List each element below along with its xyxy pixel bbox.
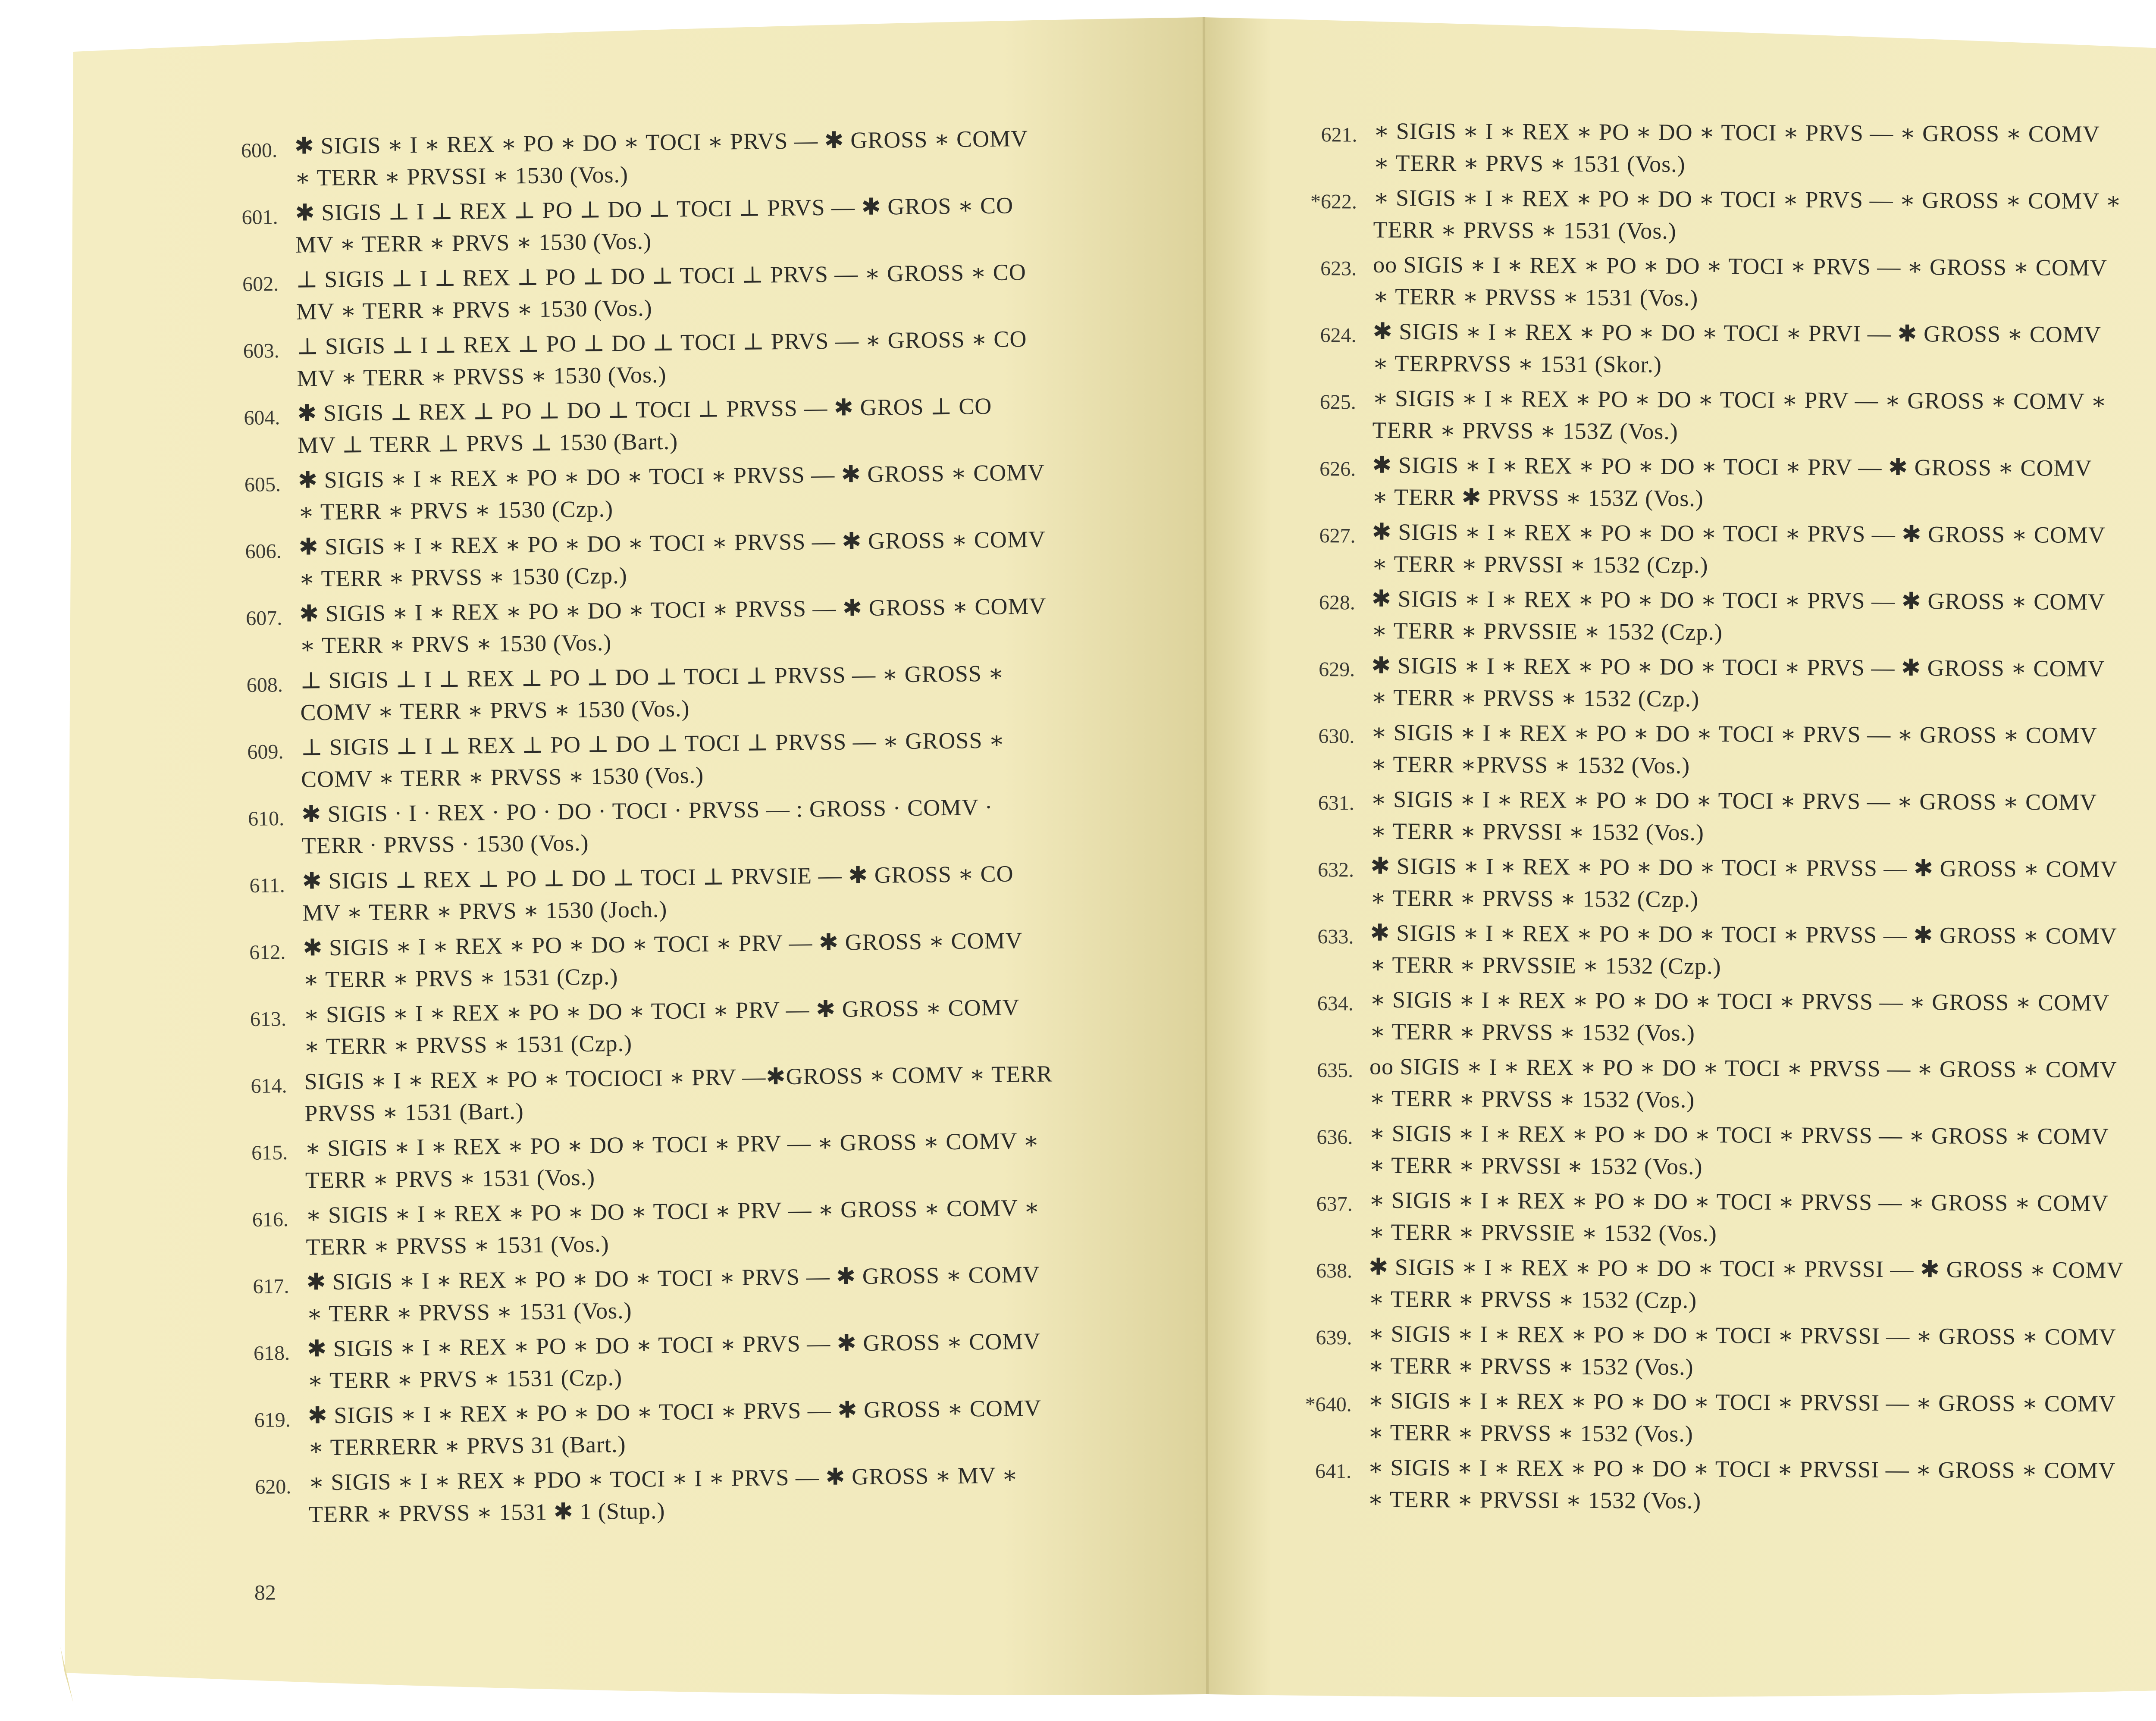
catalogue-entry <box>1212 517 2156 589</box>
entry-line-1: ∗ SIGIS ∗ I ∗ REX ∗ PDO ∗ TOCI ∗ I ∗ PRVS — ✱ GROSS ∗ MV ∗ <box>308 1462 1018 1496</box>
catalogue-entry <box>1211 785 2156 857</box>
entry-line-1: ✱ SIGIS ∗ I ∗ REX ∗ PO ∗ DO ∗ TOCI ∗ PRVSSI — ✱ GROSS ∗ COMV <box>1368 1254 2124 1283</box>
catalogue-entry <box>58 657 1188 736</box>
catalogue-entry <box>1211 718 2156 790</box>
catalogue-entry <box>57 524 1187 602</box>
entry-line-1: ∗ SIGIS ∗ I ∗ REX ∗ PO ∗ DO ∗ TOCI ∗ PRVSSI — ∗ GROSS ∗ COMV <box>1367 1454 2116 1484</box>
entry-line-1: ∗ SIGIS ∗ I ∗ REX ∗ PO ∗ DO ∗ TOCI ∗ PRVS — ∗ GROSS ∗ COMV <box>1371 719 2097 748</box>
entry-line-2: ∗ TERR ∗ PRVSS ∗ 1531 (Czp.) <box>304 1030 633 1060</box>
entry-line-2: ∗ TERR ∗ PRVSS ∗ 1532 (Vos.) <box>1368 1419 1694 1447</box>
entry-line-2: ∗ TERR ∗ PRVSS ∗ 1532 (Vos.) <box>1368 1352 1694 1380</box>
catalogue-entry <box>53 123 1183 201</box>
entry-line-1: ∗ SIGIS ∗ I ∗ REX ∗ PO ∗ DO ∗ TOCI ∗ PRV — ∗ GROSS ∗ COMV ∗ <box>305 1194 1040 1228</box>
entry-line-2: ∗ TERR ∗ PRVS ∗ 1531 (Vos.) <box>1373 150 1686 177</box>
entry-line-1: ✱ SIGIS ∗ I ∗ REX ∗ PO ∗ DO ∗ TOCI ∗ PRVS — ✱ GROSS ∗ COMV <box>306 1261 1040 1295</box>
entry-line-1: ✱ SIGIS ∗ I ∗ REX ∗ PO ∗ DO ∗ TOCI ∗ PRVI — ✱ GROSS ∗ COMV <box>1373 318 2101 348</box>
entry-line-1: ✱ SIGIS ∗ I ∗ REX ∗ PO ∗ DO ∗ TOCI ∗ PRVSS — ✱ GROSS ∗ COMV <box>298 526 1046 560</box>
entry-line-1: ✱ SIGIS ∗ I ∗ REX ∗ PO ∗ DO ∗ TOCI ∗ PRVS — ✱ GROSS ∗ COMV <box>1371 652 2105 682</box>
catalogue-entry <box>1209 1252 2156 1324</box>
entry-line-2: MV ∗ TERR ∗ PRVS ∗ 1530 (Vos.) <box>295 228 652 258</box>
catalogue-entry <box>54 257 1185 335</box>
entry-number: 630. <box>1318 725 1355 748</box>
entry-line-2: COMV ∗ TERR ∗ PRVSS ∗ 1530 (Vos.) <box>301 762 704 792</box>
entry-line-2: ∗ TERR ∗ PRVS ∗ 1531 (Czp.) <box>307 1364 623 1394</box>
entry-line-1: ∗ SIGIS ∗ I ∗ REX ∗ PO ∗ DO ∗ TOCI ∗ PRVSS — ∗ GROSS ∗ COMV <box>1369 1120 2109 1150</box>
catalogue-entry <box>1209 1186 2156 1258</box>
entry-number: 641. <box>1315 1460 1352 1483</box>
catalogue-entry <box>1210 918 2156 990</box>
entry-line-2: ∗ TERR ∗ PRVSSI ∗ 1532 (Vos.) <box>1370 818 1705 846</box>
entry-number: 627. <box>1319 524 1356 548</box>
entry-line-1: ∗ SIGIS ∗ I ∗ REX ∗ PO ∗ DO ∗ TOCI ∗ PRVS — ∗ GROSS ∗ COMV <box>1370 786 2097 815</box>
catalogue-entry <box>62 992 1192 1070</box>
entry-line-2: ∗ TERR ∗ PRVSS ∗ 1532 (Czp.) <box>1368 1286 1697 1313</box>
entry-line-1: ∗ SIGIS ∗ I ∗ REX ∗ PO ∗ DO ∗ TOCI ∗ PRVSSI — ∗ GROSS ∗ COMV <box>1368 1387 2116 1417</box>
entry-line-1: ∗ SIGIS ∗ I ∗ REX ∗ PO ∗ DO ∗ TOCI ∗ PRVS — ∗ GROSS ∗ COMV ∗ <box>1373 185 2122 214</box>
entry-line-1: ∗ SIGIS ∗ I ∗ REX ∗ PO ∗ DO ∗ TOCI ∗ PRVSS — ∗ GROSS ∗ COMV <box>1369 986 2110 1016</box>
entry-line-2: ∗ TERR ∗ PRVSS ∗ 1531 (Vos.) <box>306 1297 632 1327</box>
entry-line-2: ∗ TERR ∗ PRVS ∗ 1531 (Czp.) <box>303 964 618 993</box>
entry-line-2: MV ∗ TERR ∗ PRVS ∗ 1530 (Joch.) <box>302 896 667 926</box>
entry-number: 613. <box>250 1008 287 1031</box>
entry-line-1: ✱ SIGIS ∗ I ∗ REX ∗ PO ∗ DO ∗ TOCI ∗ PRVS — ✱ GROSS ∗ COMV <box>1371 585 2106 615</box>
entry-number: 628. <box>1319 591 1355 614</box>
catalogue-entry <box>1208 1453 2156 1525</box>
entry-number: 612. <box>249 941 286 964</box>
entry-line-2: ∗ TERRERR ∗ PRVS 31 (Bart.) <box>308 1431 626 1461</box>
entry-number: 601. <box>241 206 278 229</box>
entry-line-2: TERR ∗ PRVSS ∗ 1531 (Vos.) <box>306 1231 610 1260</box>
entry-line-2: ∗ TERR ∗ PRVSS ∗ 1532 (Vos.) <box>1369 1085 1695 1113</box>
entry-number: 614. <box>251 1074 287 1098</box>
catalogue-entry <box>64 1192 1194 1270</box>
entry-line-1: ⊥ SIGIS ⊥ I ⊥ REX ⊥ PO ⊥ DO ⊥ TOCI ⊥ PRVSS — ∗ GROSS ∗ <box>301 727 1005 760</box>
entry-number: 619. <box>254 1408 291 1432</box>
entry-line-1: ∗ SIGIS ∗ I ∗ REX ∗ PO ∗ DO ∗ TOCI ∗ PRV — ✱ GROSS ∗ COMV <box>303 994 1020 1028</box>
entry-line-1: ✱ SIGIS ∗ I ∗ REX ∗ PO ∗ DO ∗ TOCI ∗ PRV — ✱ GROSS ∗ COMV <box>1372 452 2092 481</box>
catalogue-entry <box>56 457 1187 535</box>
entry-number: 629. <box>1319 658 1355 681</box>
entry-number: 638. <box>1316 1259 1353 1283</box>
entry-line-1: ✱ SIGIS ∗ I ∗ REX ∗ PO ∗ DO ∗ TOCI ∗ PRVSS — ✱ GROSS ∗ COMV <box>1370 853 2118 882</box>
entry-line-1: ∗ SIGIS ∗ I ∗ REX ∗ PO ∗ DO ∗ TOCI ∗ PRV — ∗ GROSS ∗ COMV ∗ <box>304 1127 1040 1161</box>
entry-line-2: ∗ TERPRVSS ∗ 1531 (Skor.) <box>1373 350 1662 378</box>
entry-line-1: ∗ SIGIS ∗ I ∗ REX ∗ PO ∗ DO ∗ TOCI ∗ PRVS — ∗ GROSS ∗ COMV <box>1373 118 2100 147</box>
entry-line-2: COMV ∗ TERR ∗ PRVS ∗ 1530 (Vos.) <box>300 695 690 726</box>
entry-line-2: ∗ TERR ∗ PRVSSIE ∗ 1532 (Czp.) <box>1370 951 1721 979</box>
entry-line-1: SIGIS ∗ I ∗ REX ∗ PO ∗ TOCIOCI ∗ PRV —✱GROSS ∗ COMV ∗ TERR <box>304 1061 1053 1095</box>
entry-number: 639. <box>1316 1326 1352 1349</box>
entry-line-2: ∗ TERR ∗ PRVSSIE ∗ 1532 (Vos.) <box>1369 1219 1717 1247</box>
entry-line-1: ✱ SIGIS ∗ I ∗ REX ∗ PO ∗ DO ∗ TOCI ∗ PRVSS — ✱ GROSS ∗ COMV <box>298 459 1045 493</box>
entry-number: *640. <box>1305 1392 1352 1416</box>
entry-number: 600. <box>241 139 278 163</box>
entry-number: 602. <box>242 272 279 296</box>
entry-line-2: TERR ∗ PRVSS ∗ 1531 (Vos.) <box>1373 216 1677 244</box>
entry-line-2: ∗ TERR ∗ PRVSSI ∗ 1530 (Vos.) <box>295 161 629 191</box>
catalogue-entry <box>1213 451 2156 523</box>
catalogue-entry <box>1213 384 2156 456</box>
entry-line-2: ∗ TERR ✱ PRVSS ∗ 153Z (Vos.) <box>1372 484 1704 511</box>
entry-number: 615. <box>251 1141 288 1164</box>
entry-line-2: ∗ TERR ∗ PRVSS ∗ 1532 (Czp.) <box>1370 885 1699 912</box>
catalogue-entry <box>60 858 1191 936</box>
entry-number: 623. <box>1320 257 1357 280</box>
catalogue-entry <box>1213 250 2156 322</box>
entry-number: 610. <box>248 807 285 830</box>
catalogue-entry <box>59 724 1189 803</box>
entry-number: 625. <box>1319 391 1356 414</box>
entry-line-1: ✱ SIGIS ⊥ REX ⊥ PO ⊥ DO ⊥ TOCI ⊥ PRVSIE — ✱ GROSS ∗ CO <box>302 860 1014 894</box>
entry-line-1: ✱ SIGIS ∗ I ∗ REX ∗ PO ∗ DO ∗ TOCI ∗ PRVSS — ✱ GROSS ∗ COMV <box>1370 920 2117 949</box>
entry-list <box>53 123 1197 1538</box>
entry-line-2: ∗ TERR ∗ PRVSS ∗ 1532 (Vos.) <box>1369 1018 1695 1046</box>
entry-line-2: TERR ∗ PRVSS ∗ 153Z (Vos.) <box>1372 417 1678 444</box>
entry-number: 635. <box>1316 1059 1354 1082</box>
catalogue-entry <box>56 390 1186 469</box>
entry-line-2: ∗ TERR ∗ PRVS ∗ 1530 (Czp.) <box>298 496 614 525</box>
catalogue-entry <box>66 1326 1196 1404</box>
entry-line-2: ∗ TERR ∗ PRVSS ∗ 1532 (Czp.) <box>1371 684 1700 712</box>
entry-line-2: ∗ TERR ∗ PRVSSI ∗ 1532 (Vos.) <box>1369 1152 1703 1180</box>
catalogue-entry <box>55 323 1185 402</box>
entry-line-1: ✱ SIGIS ∗ I ∗ REX ∗ PO ∗ DO ∗ TOCI ∗ PRVS — ✱ GROSS ∗ COMV <box>1372 519 2106 548</box>
entry-line-2: TERR · PRVSS · 1530 (Vos.) <box>301 829 589 859</box>
catalogue-entry <box>1208 1386 2156 1458</box>
entry-line-2: TERR ∗ PRVS ∗ 1531 (Vos.) <box>305 1164 595 1193</box>
entry-line-2: PRVSS ∗ 1531 (Bart.) <box>304 1098 524 1126</box>
entry-number: 624. <box>1320 324 1357 347</box>
entry-line-2: ∗ TERR ∗ PRVSSIE ∗ 1532 (Czp.) <box>1371 617 1723 645</box>
catalogue-entry <box>60 791 1190 870</box>
entry-line-1: ✱ SIGIS ∗ I ∗ REX ∗ PO ∗ DO ∗ TOCI ∗ PRVSS — ✱ GROSS ∗ COMV <box>299 593 1047 627</box>
entry-list <box>1208 116 2156 1525</box>
entry-line-1: oo SIGIS ∗ I ∗ REX ∗ PO ∗ DO ∗ TOCI ∗ PRVS — ∗ GROSS ∗ COMV <box>1373 251 2107 281</box>
catalogue-entry <box>1213 317 2156 389</box>
catalogue-entry <box>66 1392 1196 1471</box>
entry-number: 611. <box>249 874 285 897</box>
catalogue-entry <box>1211 851 2156 923</box>
catalogue-entry <box>1210 1052 2156 1124</box>
entry-number: 605. <box>244 473 281 497</box>
entry-number: 632. <box>1318 858 1354 882</box>
entry-number: 607. <box>245 607 282 630</box>
entry-line-2: MV ⊥ TERR ⊥ PRVS ⊥ 1530 (Bart.) <box>297 428 678 458</box>
entry-line-2: ∗ TERR ∗ PRVSS ∗ 1530 (Czp.) <box>299 562 627 592</box>
entry-line-1: ✱ SIGIS ⊥ I ⊥ REX ⊥ PO ⊥ DO ⊥ TOCI ⊥ PRVS — ✱ GROS ∗ CO <box>295 192 1014 226</box>
entry-line-2: ∗ TERR ∗ PRVS ∗ 1530 (Vos.) <box>299 629 612 659</box>
right-page <box>1207 0 2156 1678</box>
entry-number: 617. <box>253 1275 289 1298</box>
entry-number: 618. <box>253 1342 290 1365</box>
entry-line-1: ⊥ SIGIS ⊥ I ⊥ REX ⊥ PO ⊥ DO ⊥ TOCI ⊥ PRVSS — ∗ GROSS ∗ <box>300 660 1005 694</box>
catalogue-entry <box>1214 116 2156 188</box>
entry-line-1: ∗ SIGIS ∗ I ∗ REX ∗ PO ∗ DO ∗ TOCI ∗ PRVSS — ∗ GROSS ∗ COMV <box>1369 1187 2109 1217</box>
entry-number: 606. <box>245 540 282 563</box>
entry-line-1: ∗ SIGIS ∗ I ∗ REX ∗ PO ∗ DO ∗ TOCI ∗ PRV — ∗ GROSS ∗ COMV ∗ <box>1372 385 2107 415</box>
left-page <box>52 0 1199 1684</box>
entry-number: 637. <box>1316 1192 1353 1216</box>
entry-line-1: oo SIGIS ∗ I ∗ REX ∗ PO ∗ DO ∗ TOCI ∗ PRVSS — ∗ GROSS ∗ COMV <box>1369 1053 2117 1083</box>
entry-line-1: ✱ SIGIS · I · REX · PO · DO · TOCI · PRVSS — : GROSS · COMV · <box>301 794 993 827</box>
entry-number: 633. <box>1317 925 1354 948</box>
entry-line-1: ✱ SIGIS ∗ I ∗ REX ∗ PO ∗ DO ∗ TOCI ∗ PRV — ✱ GROSS ∗ COMV <box>302 927 1023 961</box>
catalogue-entry <box>1210 985 2156 1057</box>
entry-line-2: TERR ∗ PRVSS ∗ 1531 ✱ 1 (Stup.) <box>308 1497 665 1527</box>
entry-line-2: ∗ TERR ∗ PRVSSI ∗ 1532 (Czp.) <box>1372 551 1708 579</box>
catalogue-entry <box>58 591 1188 669</box>
catalogue-entry <box>1213 183 2156 255</box>
entry-line-2: ∗ TERR ∗PRVSS ∗ 1532 (Vos.) <box>1371 751 1690 779</box>
entry-line-1: ⊥ SIGIS ⊥ I ⊥ REX ⊥ PO ⊥ DO ⊥ TOCI ⊥ PRVS — ∗ GROSS ∗ CO <box>295 259 1027 293</box>
entry-number: 621. <box>1321 123 1357 147</box>
entry-number: 620. <box>255 1475 291 1499</box>
catalogue-entry <box>63 1058 1193 1137</box>
entry-number: 634. <box>1317 992 1354 1015</box>
catalogue-entry <box>67 1459 1197 1538</box>
page-number: 82 <box>254 1580 276 1605</box>
entry-number: 616. <box>252 1208 289 1231</box>
entry-number: 609. <box>247 740 284 763</box>
entry-number: 604. <box>244 406 280 430</box>
entry-line-2: MV ∗ TERR ∗ PRVS ∗ 1530 (Vos.) <box>296 295 653 325</box>
catalogue-entry <box>65 1259 1195 1337</box>
entry-number: 636. <box>1316 1126 1353 1149</box>
catalogue-entry <box>61 925 1191 1003</box>
entry-number: 608. <box>246 673 283 697</box>
entry-line-1: ∗ SIGIS ∗ I ∗ REX ∗ PO ∗ DO ∗ TOCI ∗ PRVSSI — ∗ GROSS ∗ COMV <box>1368 1320 2116 1350</box>
entry-number: 626. <box>1319 457 1356 481</box>
catalogue-entry <box>63 1125 1194 1204</box>
entry-line-1: ✱ SIGIS ∗ I ∗ REX ∗ PO ∗ DO ∗ TOCI ∗ PRVS — ✱ GROSS ∗ COMV <box>294 125 1028 159</box>
entry-line-2: ∗ TERR ∗ PRVSS ∗ 1531 (Vos.) <box>1373 283 1698 311</box>
catalogue-entry <box>53 190 1184 268</box>
entry-line-1: ✱ SIGIS ∗ I ∗ REX ∗ PO ∗ DO ∗ TOCI ∗ PRVS — ✱ GROSS ∗ COMV <box>307 1328 1041 1362</box>
catalogue-entry <box>1212 651 2156 723</box>
entry-number: 603. <box>243 339 280 363</box>
catalogue-entry <box>1209 1319 2156 1391</box>
entry-number: *622. <box>1310 190 1357 213</box>
entry-line-1: ✱ SIGIS ∗ I ∗ REX ∗ PO ∗ DO ∗ TOCI ∗ PRVS — ✱ GROSS ∗ COMV <box>307 1395 1042 1429</box>
catalogue-entry <box>1210 1119 2156 1191</box>
entry-line-1: ⊥ SIGIS ⊥ I ⊥ REX ⊥ PO ⊥ DO ⊥ TOCI ⊥ PRVS — ∗ GROSS ∗ CO <box>296 326 1027 360</box>
entry-line-2: ∗ TERR ∗ PRVSSI ∗ 1532 (Vos.) <box>1367 1486 1702 1514</box>
entry-line-1: ✱ SIGIS ⊥ REX ⊥ PO ⊥ DO ⊥ TOCI ⊥ PRVSS — ✱ GROS ⊥ CO <box>297 393 992 426</box>
catalogue-entry <box>1212 584 2156 656</box>
entry-number: 631. <box>1318 792 1354 815</box>
entry-line-2: MV ∗ TERR ∗ PRVSS ∗ 1530 (Vos.) <box>297 361 667 391</box>
